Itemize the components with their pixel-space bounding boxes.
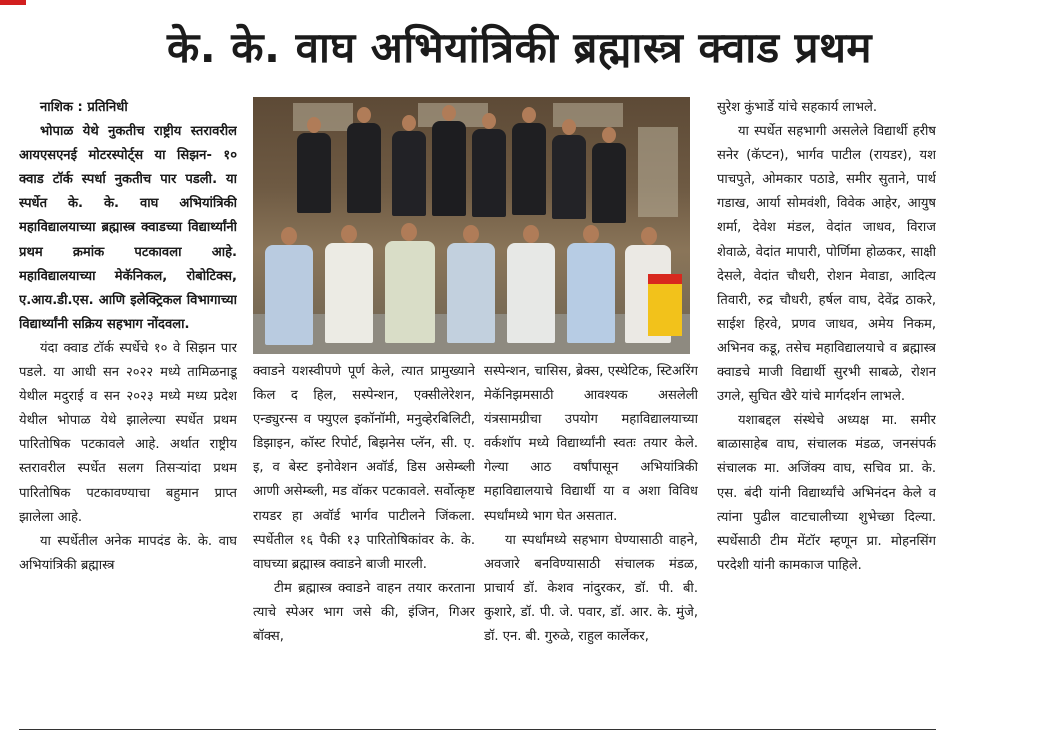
- article-column-1: [19, 96, 237, 721]
- article-column-4: [717, 96, 936, 721]
- article-headline: के. के. वाघ अभियांत्रिकी ब्रह्मास्त्र क्वाड प्रथम: [166, 23, 873, 72]
- article-column-2: [253, 360, 475, 721]
- body-paragraph: सस्पेन्शन, चासिस, ब्रेक्स, एस्थेटिक, स्टिअरिंग मेकॅनिझमसाठी आवश्यक असलेली यंत्रसामग्रीचा उपयोग महाविद्यालयाच्या वर्कशॉप मध्ये विद्यार्थ्यांनी स्वतः तयार केले. गेल्या आठ वर्षांपासून अभियांत्रिकी महाविद्यालयाचे विद्यार्थी या व अशा विविध स्पर्धांमध्ये भाग घेत असतात.: [484, 364, 698, 524]
- article-column-3: [484, 360, 698, 721]
- body-paragraph: या स्पर्धांमध्ये सहभाग घेण्यासाठी वाहने, अवजारे बनविण्यासाठी संचालक मंडळ, प्राचार्य डॉ. केशव नांदुरकर, डॉ. पी. बी. कुशारे, डॉ. पी. जे. पवार, डॉ. आर. के. मुंजे, डॉ. एन. बी. गुरुळे, राहुल कार्लेकर,: [484, 532, 698, 645]
- trophy-banner: [648, 274, 682, 336]
- body-paragraph: टीम ब्रह्मास्त्र क्वाडने वाहन तयार करताना त्याचे स्पेअर भाग जसे की, इंजिन, गिअर बॉक्स,: [253, 580, 475, 645]
- body-paragraph: या स्पर्धेतील अनेक मापदंड के. के. वाघ अभियांत्रिकी ब्रह्मास्त्र: [19, 533, 237, 573]
- body-paragraph: यशाबद्दल संस्थेचे अध्यक्ष मा. समीर बाळासाहेब वाघ, संचालक मंडळ, जनसंपर्क संचालक मा. अजिंक्य वाघ, सचिव प्रा. के. एस. बंदी यांनी विद्यार्थ्यांचे अभिनंदन केले व त्यांना पुढील वाटचालीच्या शुभेच्छा दिल्या. स्पर्धेसाठी टीम मेंटॉर म्हणून प्रा. मोहनसिंग परदेशी यांनी कामकाज पाहिले.: [717, 413, 936, 573]
- body-paragraph: यंदा क्वाड टॉर्क स्पर्धेचे १० वे सिझन पार पडले. या आधी सन २०२२ मध्ये तामिळनाडू येथील मदुराई व सन २०२३ मध्ये मध्य प्रदेश येथील भोपाळ येथे झालेल्या स्पर्धेत प्रथम पारितोषिक पटकावले आहे. अर्थात राष्ट्रीय स्तरावरील स्पर्धेत सलग तिसऱ्यांदा प्रथम पारितोषिक पटकावण्याचा बहुमान प्राप्त झालेला आहे.: [19, 340, 237, 525]
- bottom-rule: [19, 729, 936, 730]
- body-paragraph: क्वाडने यशस्वीपणे पूर्ण केले, त्यात प्रामुख्याने किल द हिल, सस्पेन्शन, एक्सीलेरेशन, एन्ड्युरन्स व फ्युएल इकॉनॉमी, मनुव्हेरबिलिटी, डिझाइन, कॉस्ट रिपोर्ट, बिझनेस प्लॅन, सी. ए. इ, व बेस्ट इनोवेशन अवॉर्ड, डिस असेम्ब्ली आणी असेम्ब्ली, मड वॉकर पटकावले. सर्वोत्कृष्ट रायडर हा अवॉर्ड भार्गव पाटीलने जिंकला. स्पर्धेतील १६ पैकी १३ पारितोषिकांवर के. के. वाघच्या ब्रह्मास्त्र क्वाडने बाजी मारली.: [253, 364, 475, 572]
- dateline: नाशिक : प्रतिनिधी: [39, 100, 128, 115]
- body-paragraph: या स्पर्धेत सहभागी असलेले विद्यार्थी हरीष सनेर (कॅप्टन), भार्गव पाटील (रायडर), यश पाचपुते, ओमकार पठाडे, समीर सुताने, पार्थ गडाख, आर्या सोमवंशी, विवेक आहेर, आयुष शर्मा, देवेश मंडल, वेदांत जाधव, विराज शेवाळे, वेदांत मापारी, पोर्णिमा होळकर, साक्षी देसले, वेदांत चौधरी, रोशन मेवाडा, आदित्य तिवारी, रुद्र चौधरी, हर्षल वाघ, देवेंद्र ठाकरे, साईश हिरवे, प्रणव जाधव, अमेय निकम, अभिनव कडू, तसेच महाविद्यालयाचे व ब्रह्मास्त्र क्वाडचे माजी विद्यार्थी सुरभी साबळे, रोशन उगले, सुचित खैरे यांचे मार्गदर्शन लाभले.: [717, 124, 936, 405]
- masthead-accent-bar: [0, 0, 26, 5]
- team-group-photo: [253, 97, 690, 354]
- lead-paragraph: भोपाळ येथे नुकतीच राष्ट्रीय स्तरावरील आयएसएनई मोटरस्पोर्ट्स या सिझन- १० क्वाड टॉर्क स्पर्धा नुकतीच पार पडली. या स्पर्धेत के. के. वाघ अभियांत्रिकी महाविद्यालयाच्या ब्रह्मास्त्र क्वाडच्या विद्यार्थ्यांनी प्रथम क्रमांक पटकावला आहे. महाविद्यालयाच्या मेकॅनिकल, रोबोटिक्स, ए.आय.डी.एस. आणि इलेक्ट्रिकल विभागाच्या विद्यार्थ्यांनी सक्रिय सहभाग नोंदवला.: [19, 124, 237, 332]
- body-paragraph: सुरेश कुंभार्डे यांचे सहकार्य लाभले.: [717, 100, 878, 115]
